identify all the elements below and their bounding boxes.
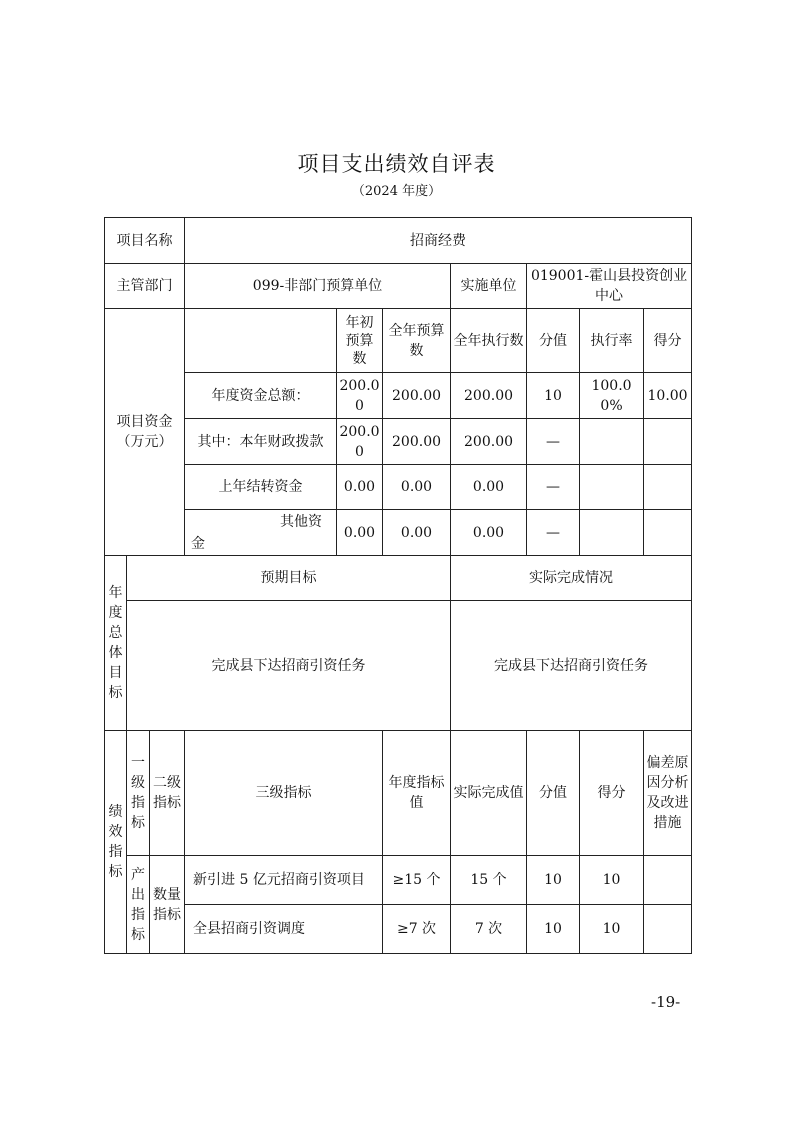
indicator-level2-header: 二级指标: [150, 731, 185, 856]
funds-row-exec: 200.00: [451, 373, 527, 419]
indicator-actual-header: 实际完成值: [451, 731, 527, 856]
indicators-label: 绩效指标: [105, 731, 127, 954]
funds-row-full: 200.00: [383, 419, 451, 465]
indicator-row-target: ≥7 次: [383, 905, 451, 954]
funds-row-name: [185, 510, 337, 556]
row-goals-header: [105, 556, 692, 601]
funds-row-score: [644, 510, 692, 556]
funds-row-score-value: —: [527, 510, 580, 556]
indicator-row-deviation: [644, 856, 692, 905]
funds-row-initial: 0.00: [337, 510, 383, 556]
funds-header-exec: 全年执行数: [451, 309, 527, 373]
funds-row-score: 10.00: [644, 373, 692, 419]
funds-row-name: 年度资金总额：: [185, 373, 337, 419]
page-title: 项目支出绩效自评表: [297, 152, 496, 176]
page-number: -19-: [651, 993, 681, 1011]
funds-row-score: [644, 419, 692, 465]
funds-row-name: 其中：本年财政拨款: [185, 419, 337, 465]
performance-table: [104, 217, 692, 954]
dept-label: 主管部门: [105, 264, 185, 309]
indicator-score-value-header: 分值: [527, 731, 580, 856]
table-row: [105, 856, 692, 905]
project-name-label: 项目名称: [105, 218, 185, 264]
table-row: [105, 465, 692, 510]
indicator-level3-header: 三级指标: [185, 731, 383, 856]
funds-row-initial: 0.00: [337, 465, 383, 510]
indicator-row-target: ≥15 个: [383, 856, 451, 905]
row-indicators-header: [105, 731, 692, 856]
funds-row-name-part1: 其他资: [280, 513, 323, 530]
dept-value: 099-非部门预算单位: [185, 264, 451, 309]
funds-row-initial: 200.00: [337, 419, 383, 465]
funds-row-exec: 0.00: [451, 465, 527, 510]
indicator-row-score: 10: [580, 856, 644, 905]
table-row: [105, 905, 692, 954]
row-funds-header: [105, 309, 692, 373]
impl-label: 实施单位: [451, 264, 527, 309]
table-row: [105, 510, 692, 556]
indicator-row-name: 新引进 5 亿元招商引资项目: [185, 856, 383, 905]
funds-row-score: [644, 465, 692, 510]
indicator-row-score: 10: [580, 905, 644, 954]
funds-header-blank: [185, 309, 337, 373]
goals-label: 年度总体目标: [105, 556, 127, 731]
indicator-row-actual: 15 个: [451, 856, 527, 905]
goals-expected-value: 完成县下达招商引资任务: [127, 601, 451, 731]
funds-row-name: 上年结转资金: [185, 465, 337, 510]
funds-header-rate: 执行率: [580, 309, 644, 373]
row-department: [105, 264, 692, 309]
indicator-score-header: 得分: [580, 731, 644, 856]
funds-row-rate: [580, 419, 644, 465]
indicator-level1-value: 产出指标: [127, 856, 150, 954]
funds-header-initial: 年初预算数: [337, 309, 383, 373]
indicator-row-name: 全县招商引资调度: [185, 905, 383, 954]
indicator-row-score-value: 10: [527, 905, 580, 954]
goals-actual-label: 实际完成情况: [451, 556, 692, 601]
funds-header-score-value: 分值: [527, 309, 580, 373]
indicator-level1-header: 一级指标: [127, 731, 150, 856]
project-name-value: 招商经费: [185, 218, 692, 264]
indicator-deviation-header: 偏差原因分析及改进措施: [644, 731, 692, 856]
funds-row-full: 0.00: [383, 510, 451, 556]
funds-row-full: 0.00: [383, 465, 451, 510]
goals-actual-value: 完成县下达招商引资任务: [451, 601, 692, 731]
funds-row-full: 200.00: [383, 373, 451, 419]
indicator-level2-value: 数量指标: [150, 856, 185, 954]
funds-row-score-value: —: [527, 419, 580, 465]
table-row: [105, 419, 692, 465]
funds-label: 项目资金（万元）: [105, 309, 185, 556]
page-subtitle: （2024 年度）: [351, 184, 442, 199]
funds-row-name-part2: 金: [191, 535, 206, 552]
row-goals-content: [105, 601, 692, 731]
funds-header-score: 得分: [644, 309, 692, 373]
funds-row-score-value: 10: [527, 373, 580, 419]
funds-row-rate: 100.00%: [580, 373, 644, 419]
goals-expected-label: 预期目标: [127, 556, 451, 601]
impl-value: 019001-霍山县投资创业中心: [527, 264, 692, 309]
funds-row-exec: 200.00: [451, 419, 527, 465]
funds-header-full: 全年预算数: [383, 309, 451, 373]
funds-row-score-value: —: [527, 465, 580, 510]
funds-row-rate: [580, 465, 644, 510]
funds-row-initial: 200.00: [337, 373, 383, 419]
indicator-row-deviation: [644, 905, 692, 954]
indicator-row-score-value: 10: [527, 856, 580, 905]
indicator-row-actual: 7 次: [451, 905, 527, 954]
row-project-name: [105, 218, 692, 264]
table-row: [105, 373, 692, 419]
funds-row-exec: 0.00: [451, 510, 527, 556]
funds-row-rate: [580, 510, 644, 556]
indicator-target-header: 年度指标值: [383, 731, 451, 856]
